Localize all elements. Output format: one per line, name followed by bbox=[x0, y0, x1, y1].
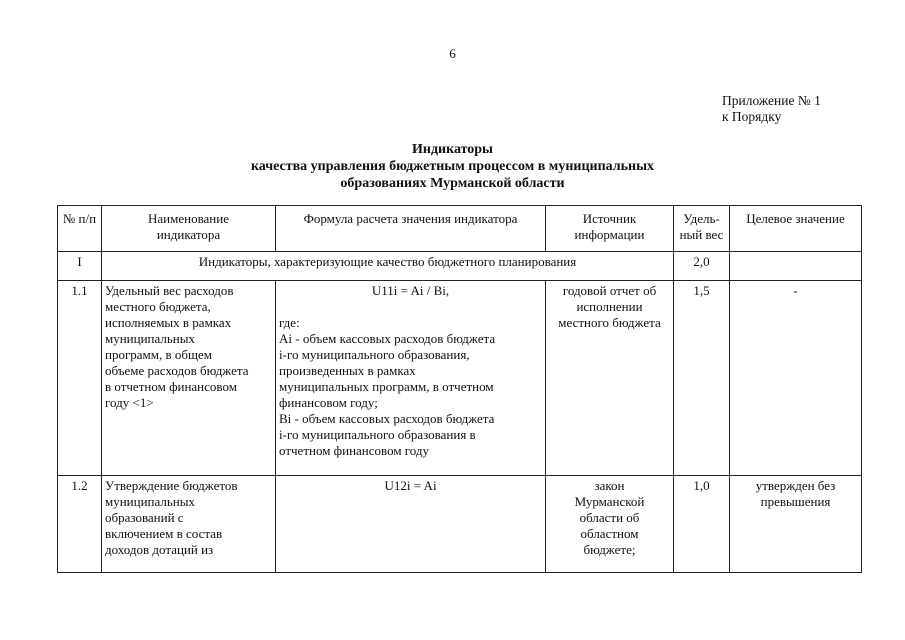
page-number: 6 bbox=[449, 46, 456, 61]
text-line: бюджете; bbox=[583, 542, 636, 557]
formula: U11i = Ai / Bi, bbox=[371, 283, 450, 298]
document-title bbox=[0, 141, 905, 192]
header-formula: Формула расчета значения индикатора bbox=[276, 206, 546, 252]
indicators-table bbox=[57, 205, 862, 573]
header-name bbox=[102, 206, 276, 252]
text-line: финансовом году; bbox=[279, 395, 378, 410]
table-row bbox=[58, 476, 862, 573]
text-line: объеме расходов бюджета bbox=[105, 363, 249, 378]
title-line: образованиях Мурманской области bbox=[340, 176, 565, 191]
text-line: где: bbox=[279, 315, 300, 330]
text-line: i-го муниципального образования в bbox=[279, 427, 476, 442]
text-line: программ, в общем bbox=[105, 347, 213, 362]
text-line: местного бюджета, bbox=[105, 299, 211, 314]
table-row bbox=[58, 281, 862, 476]
text-line: области об bbox=[579, 510, 640, 525]
text-line: отчетном финансовом году bbox=[279, 443, 430, 458]
formula: U12i = Ai bbox=[384, 478, 437, 493]
text-line: Утверждение бюджетов bbox=[105, 478, 238, 493]
header-line: ный вес bbox=[679, 227, 724, 242]
text-line: Bi - объем кассовых расходов бюджета bbox=[279, 411, 495, 426]
header-weight bbox=[674, 206, 730, 252]
row-target bbox=[730, 476, 862, 573]
header-target: Целевое значение bbox=[730, 206, 862, 252]
text-line: муниципальных программ, в отчетном bbox=[279, 379, 494, 394]
text-line: Мурманской bbox=[574, 494, 645, 509]
row-weight: 1,0 bbox=[674, 476, 730, 573]
text-line: в отчетном финансовом bbox=[105, 379, 237, 394]
table-header-row bbox=[58, 206, 862, 252]
section-target bbox=[730, 252, 862, 281]
header-line: Удель- bbox=[683, 211, 720, 226]
appendix-line: к Порядку bbox=[722, 109, 782, 124]
text-line: произведенных в рамках bbox=[279, 363, 416, 378]
row-indicator-name bbox=[102, 281, 276, 476]
header-line: информации bbox=[574, 227, 645, 242]
row-source bbox=[546, 281, 674, 476]
text-line: году <1> bbox=[105, 395, 154, 410]
spacer bbox=[279, 299, 542, 315]
row-num: 1.2 bbox=[58, 476, 102, 573]
appendix-reference bbox=[722, 93, 821, 125]
row-weight: 1,5 bbox=[674, 281, 730, 476]
appendix-line: Приложение № 1 bbox=[722, 93, 821, 108]
text-line: муниципальных bbox=[105, 331, 196, 346]
text-line: образований с bbox=[105, 510, 184, 525]
section-title: Индикаторы, характеризующие качество бюджетного планирования bbox=[102, 252, 674, 281]
header-source bbox=[546, 206, 674, 252]
title-line: Индикаторы bbox=[411, 142, 493, 157]
text-line: включением в состав bbox=[105, 526, 223, 541]
header-line: Источник bbox=[582, 211, 637, 226]
header-line: индикатора bbox=[156, 227, 221, 242]
text-line: муниципальных bbox=[105, 494, 196, 509]
row-target: - bbox=[730, 281, 862, 476]
text-line: Ai - объем кассовых расходов бюджета bbox=[279, 331, 496, 346]
table-row bbox=[58, 252, 862, 281]
text-line: Удельный вес расходов bbox=[105, 283, 234, 298]
row-num: 1.1 bbox=[58, 281, 102, 476]
text-line: закон bbox=[594, 478, 625, 493]
section-num: I bbox=[58, 252, 102, 281]
text-line: i-го муниципального образования, bbox=[279, 347, 470, 362]
text-line: исполнении bbox=[576, 299, 643, 314]
text-line: превышения bbox=[760, 494, 831, 509]
text-line: утвержден без bbox=[755, 478, 836, 493]
header-num: № п/п bbox=[58, 206, 102, 252]
row-formula bbox=[276, 476, 546, 573]
text-line: доходов дотаций из bbox=[105, 542, 214, 557]
text-line: исполняемых в рамках bbox=[105, 315, 232, 330]
text-line: местного бюджета bbox=[558, 315, 661, 330]
row-source bbox=[546, 476, 674, 573]
row-formula bbox=[276, 281, 546, 476]
text-line: годовой отчет об bbox=[562, 283, 657, 298]
text-line: областном bbox=[580, 526, 639, 541]
title-line: качества управления бюджетным процессом в муниципальных bbox=[250, 159, 655, 174]
row-indicator-name bbox=[102, 476, 276, 573]
header-line: Наименование bbox=[148, 211, 229, 226]
section-weight: 2,0 bbox=[674, 252, 730, 281]
